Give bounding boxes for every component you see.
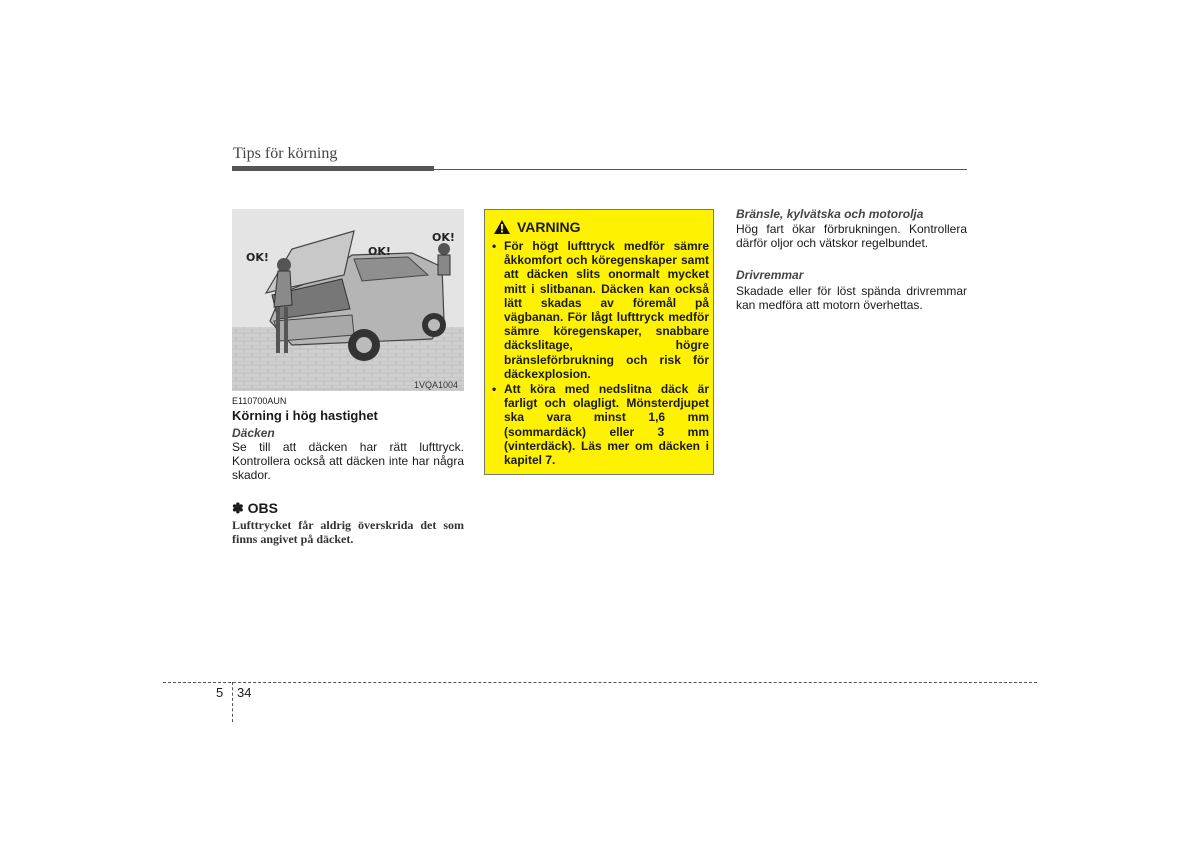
warning-triangle-icon [493,219,511,235]
section-body: Se till att däcken har rätt lufttryck. Kontrollera också att däcken inte har några skador. [232,440,464,482]
section-title: Körning i hög hastighet [232,408,378,423]
illustration-code: 1VQA1004 [414,380,459,390]
warning-item: • Att köra med nedslitna däck är farligt och olagligt. Mönsterdjupet ska vara minst 1,6 mm (sommardäck) eller 3 mm (vinterdäck). Läs mer om däcken i kapitel 7. [491,382,709,467]
warning-item: • För högt lufttryck medför sämre åkkomfort och köregenskaper samt att däcken slits onormalt mycket mitt i slitbanan. Däcken kan också lätt skadas av föremål på vägbanan. För lågt lufttryck medför sämre köregenskaper, snabbare däckslitage, högre bränsleförbrukning och risk för däckexplosion. [491,239,709,381]
ok-label-right: OK! [432,231,455,244]
footer-rule [163,682,1037,683]
car-inspection-illustration [232,209,464,391]
ok-label-middle: OK! [368,245,391,258]
ok-label-left: OK! [246,251,269,264]
footer-divider [232,682,233,722]
fuel-subtitle: Bränsle, kylvätska och motorolja [736,207,924,221]
page-header-title: Tips för körning [233,145,338,162]
warning-title: VARNING [517,219,581,235]
warning-list [491,239,709,468]
section-subtitle: Däcken [232,426,275,440]
warning-box [484,209,714,475]
obs-body: Lufttrycket får aldrig överskrida det som finns angivet på däcket. [232,518,464,546]
belt-subtitle: Drivremmar [736,268,804,282]
section-code: E110700AUN [232,396,287,406]
fuel-body: Hög fart ökar förbrukningen. Kontrollera därför oljor och vätskor regelbundet. [736,222,967,250]
warning-header [493,219,581,235]
obs-title: ✽ OBS [232,500,278,516]
page-number: 34 [237,685,252,700]
belt-body: Skadade eller för löst spända drivremmar kan medföra att motorn överhettas. [736,284,967,312]
header-rule [232,169,967,170]
car-illustration-svg [232,209,464,391]
chapter-number: 5 [216,685,224,700]
